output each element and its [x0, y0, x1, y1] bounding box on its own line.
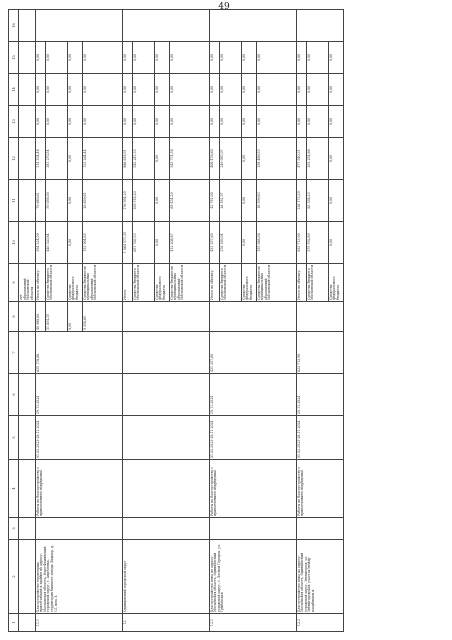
- table-row-12-1-v11-item: 0,00: [241, 180, 256, 221]
- table-row-12-num: 12: [123, 614, 210, 632]
- table-row-12-1-col8: [210, 302, 297, 332]
- table-row-11-1-col8: [36, 302, 123, 332]
- table-row-11-1-v10-item: 153 904,85: [82, 222, 122, 263]
- table-row-12-2-v15-item: 0,00: [328, 42, 343, 73]
- table-row-12-2-v12-item: 477 540,31: [296, 149, 301, 168]
- table-row-12-v10-item: 412 208,87: [169, 222, 209, 263]
- table-row-12-2-v14-item: 0,00: [306, 74, 328, 105]
- table-row-12-2-date2: 29.11.2024: [297, 374, 344, 416]
- table-row-11-1-v13-item: 0,00: [45, 106, 67, 137]
- table-row-12-v14: [123, 74, 210, 106]
- table-row-12-1-fin-source-item: Итого по объекту:: [209, 269, 214, 300]
- table-row-12-1-v10-item: 431 257,60: [209, 233, 214, 252]
- table-row-12: [123, 10, 210, 632]
- table-row-12-1-v15-item: 0,00: [256, 42, 296, 73]
- table-row-12-v11-item: 0,00: [154, 180, 169, 221]
- table-row-11-1-fin-source-item: Средства бюджетов муниципальных образований Московской области: [82, 264, 122, 301]
- table-row-11-1-name: Благоустройство территории, прилегающей к зданию по адресу: Московская область, Наро-Фоминский городской округ, г. Апрелевка, территория бывшего завода Лидмар, д. 13, пом. 4: [36, 540, 123, 614]
- table-row-11-1-v12-item: 133 264,44: [82, 138, 122, 179]
- table-row-12-2-v13-item: 0,00: [296, 117, 301, 126]
- table-row-12-1-v15-item: 0,00: [219, 42, 241, 73]
- table-row-11-1-v12: [36, 138, 123, 180]
- table-row-11-1-cost: 635 178,88: [36, 332, 123, 374]
- table-row-12-2-v14: [297, 74, 344, 106]
- table-row-11-1-v11-item: 20 639,61: [82, 180, 122, 221]
- table-row-11-1-v11-item: 0,00: [67, 180, 82, 221]
- column-header-6: 6: [9, 374, 19, 416]
- table-row-12-2-v10-item: 0,00: [328, 222, 343, 263]
- table-row-12-v15-item: 0,00: [169, 42, 209, 73]
- table-row-11-1-v10: [36, 222, 123, 264]
- table-row-12-work: [123, 460, 210, 518]
- table-row-12-1-v14-item: 0,00: [241, 74, 256, 105]
- table-row-11-1-v15-item: 0,00: [82, 42, 122, 73]
- table-row-12-fin-source-item: Средства бюджетов муниципальных образований Московской области: [169, 264, 209, 301]
- table-row-12-1-name: Благоустройство зоны по адресу: Московская область, Одинцовский городской округ, с. Лесной Городок, ул. Грибовская: [210, 540, 297, 614]
- table-row-12-2-v13: [297, 106, 344, 138]
- table-row-11-1-v14: [36, 74, 123, 106]
- table-row-12-v10-item: 0,00: [154, 222, 169, 263]
- table-row-12-1-fin-source-item: Средства бюджетов муниципальных образований Московской области: [256, 264, 296, 301]
- table-row-12-dates: [123, 416, 210, 460]
- table-row-11-1-v11-item: 79 689,61: [35, 192, 40, 209]
- table-row-12-2-num: 12.2: [297, 614, 344, 632]
- table-row-12-1: [210, 10, 297, 632]
- table-row-12-2-v10-item: 375 592,89: [306, 222, 328, 263]
- table-row-12-2-col8: [297, 302, 344, 332]
- table-row-11-1-v13-item: 0,00: [82, 106, 122, 137]
- table-row-12-1-v11-item: 42 781,00: [209, 192, 214, 209]
- table-row-11-1-col16: [36, 10, 123, 42]
- table-row-12-1-v15: [210, 42, 297, 74]
- table-row-11-1-work: Работы по благоустройству с привлечением подрядчика: [36, 460, 123, 518]
- table-row-12-1-fin-source-item: Средства бюджета Московской области: [219, 264, 241, 301]
- table-row-11-1-v10-item: 0,00: [67, 222, 82, 263]
- table-row-12-v12-item: 343 774,58: [169, 138, 209, 179]
- column-header-3: 3: [9, 518, 19, 540]
- table-row-12-2-col16: [297, 10, 344, 42]
- table-row-11-1-v12-item: 381 270,54: [45, 138, 67, 179]
- table-row-12-1-v13: [210, 106, 297, 138]
- table-row-12-v13-item: 0,00: [132, 106, 154, 137]
- table-row-12-cost: [123, 332, 210, 374]
- table-row-11-1-v10-item: 440 320,84: [45, 222, 67, 263]
- table-row-12-1-dates: 01.02.2023-28.11.2024: [210, 416, 297, 460]
- table-row-12-1-num: 12.1: [210, 614, 297, 632]
- column-header-8: 8: [9, 302, 19, 332]
- budget-table: [8, 9, 344, 632]
- table-row-12-2-v15: [297, 42, 344, 74]
- table-row-11-1-v14-item: 0,00: [67, 74, 82, 105]
- column-header-16: 16: [9, 10, 19, 42]
- column-header-1: 1: [9, 614, 19, 632]
- table-row-12-v10: [123, 222, 210, 264]
- table-row-12-2: [297, 10, 344, 632]
- table-row-12-2-v10: [297, 222, 344, 264]
- page-number: 49: [218, 2, 230, 12]
- table-row-11-1-fin-source-item: Итого по объекту:: [35, 269, 40, 300]
- table-row-11-1-v13-item: 0,00: [35, 117, 40, 126]
- table-row-12-2-fin-source-item: Итого по объекту:: [296, 269, 301, 300]
- table-row-12-v10-item: 1 064 571,35: [122, 231, 127, 254]
- column-number-row: [9, 10, 19, 632]
- table-row-12-2-fin-source-item: Средства федерального бюджета: [328, 264, 343, 301]
- table-row-11-1-v11: [36, 180, 123, 222]
- table-row-12-v11-item: 176 954,29: [122, 191, 127, 210]
- table-row-12-v11-item: 69 434,29: [169, 180, 209, 221]
- column-header-14: 14: [9, 74, 19, 106]
- table-row-12-v11-item: 109 518,20: [132, 180, 154, 221]
- table-row-12-v12-item: 0,00: [154, 138, 169, 179]
- table-row-12-1-cost: 431 257,60: [210, 332, 297, 374]
- column-header-15: 15: [9, 42, 19, 74]
- table-row-12-2-v11-item: 0,00: [328, 180, 343, 221]
- column-header-10: 10: [9, 222, 19, 264]
- table-row-11-1-col3: [36, 518, 123, 540]
- table-row-12-1-work: Работы по благоустройству с привлечением подрядчика: [210, 460, 297, 518]
- table-row-11-1-dates: 01.02.2023-28.11.2024: [36, 416, 123, 460]
- column-header-7: 7: [9, 332, 19, 374]
- col8-value: 9 350,65: [82, 302, 122, 331]
- table-row-11-1-v15-item: 0,00: [67, 42, 82, 73]
- table-row-12-2-cost: 633 713,90: [297, 332, 344, 374]
- table-row-12-2-fin-source-item: Средства бюджета Московской области: [306, 264, 328, 301]
- table-row-12-1-v13-item: 0,00: [209, 117, 214, 126]
- table-row-12-date2: [123, 374, 210, 416]
- table-row-12-2-v12-item: 0,00: [328, 138, 343, 179]
- table-row-12-2-v11: [297, 180, 344, 222]
- table-row-top-cont: [19, 10, 36, 632]
- table-row-11-1-v14-item: 0,00: [35, 85, 40, 94]
- table-row-12-2-work: Работы по благоустройству с привлечением подрядчика: [297, 460, 344, 518]
- table-row-12-2-name: Благоустройство зоны по адресу: Московская область, Одинцовский городской округ, Звенигород, ул. Звенигородская, участок между кладбищем и: [297, 540, 344, 614]
- table-row-12-1-v11: [210, 180, 297, 222]
- table-row-12-2-v13-item: 0,00: [328, 106, 343, 137]
- table-row-11-1-v15-item: 0,00: [45, 42, 67, 73]
- table-row-12-2-v15-item: 0,00: [306, 42, 328, 73]
- table-row-11-1-v15: [36, 42, 123, 74]
- table-row-11-1: [36, 10, 123, 632]
- col8-value: 0,00: [67, 302, 82, 331]
- table-row-12-1-v15-item: 0,00: [241, 42, 256, 73]
- table-row-12-1-v11-item: 16 599,83: [256, 180, 296, 221]
- table-row-12-2-v13-item: 0,00: [306, 106, 328, 137]
- table-row-12-col16: [123, 10, 210, 42]
- table-row-12-1-fin-source: [210, 264, 297, 302]
- column-header-13: 13: [9, 106, 19, 138]
- column-header-9: 9: [9, 264, 19, 302]
- table-row-11-1-v13: [36, 106, 123, 138]
- table-row-12-2-v10-item: 633 713,90: [296, 233, 301, 252]
- table-row-11-1-num: 11.1: [36, 614, 123, 632]
- table-row-12-1-col16: [210, 10, 297, 42]
- table-row-12-2-v14-item: 0,00: [328, 74, 343, 105]
- table-row-12-1-v11-item: 26 181,97: [219, 180, 241, 221]
- table-row-12-fin-source-item: Средства бюджета Московской области: [132, 264, 154, 301]
- table-row-12-1-v13-item: 0,00: [256, 106, 296, 137]
- table-row-12-v12: [123, 138, 210, 180]
- table-row-12-1-v14-item: 0,00: [209, 85, 214, 94]
- table-row-11-1-v12-item: 314 534,48: [35, 149, 40, 168]
- table-row-12-v15: [123, 42, 210, 74]
- table-row-12-1-v12-item: 408 476,60: [209, 149, 214, 168]
- table-row-12-1-v14-item: 0,00: [256, 74, 296, 105]
- table-row-12-1-v12: [210, 138, 297, 180]
- table-row-12-2-v14-item: 0,00: [296, 85, 301, 94]
- table-row-12-1-v12-item: 158 489,53: [256, 138, 296, 179]
- table-row-12-v15-item: 0,00: [122, 53, 127, 62]
- table-row-12-v13-item: 0,00: [122, 117, 127, 126]
- table-row-12-1-v10: [210, 222, 297, 264]
- table-row-11-1-v14-item: 0,00: [82, 74, 122, 105]
- table-row-11-1-v13-item: 0,00: [67, 106, 82, 137]
- table-row-12-1-v10-item: 0,00: [241, 222, 256, 263]
- table-row-12-2-col3: [297, 518, 344, 540]
- table-row-12-1-v14-item: 0,00: [219, 74, 241, 105]
- table-row-12-v13-item: 0,00: [169, 106, 209, 137]
- table-row-11-1-v12-item: 0,00: [67, 138, 82, 179]
- table-row-12-2-v11-item: 136 173,29: [296, 191, 301, 210]
- table-row-12-1-v10-item: 276 169,04: [219, 222, 241, 263]
- table-row-12-v10-item: 651 765,53: [132, 222, 154, 263]
- fin-source-cont: лет образований Московской области: [19, 264, 36, 302]
- column-header-4: 4: [9, 460, 19, 518]
- column-header-11: 11: [9, 180, 19, 222]
- table-row-12-1-v12-item: 0,00: [241, 138, 256, 179]
- table-row-11-1-date2: 29.11.2024: [36, 374, 123, 416]
- table-row-11-1-fin-source: [36, 264, 123, 302]
- table-row-12-v14-item: 0,00: [154, 74, 169, 105]
- table-row-12-col8: [123, 302, 210, 332]
- table-row-12-v15-item: 0,00: [154, 42, 169, 73]
- table-row-12-fin-source-item: Средства федерального бюджета: [154, 264, 169, 301]
- table-row-11-1-v15-item: 0,00: [35, 53, 40, 62]
- table-row-12-v12-item: 542 241,33: [132, 138, 154, 179]
- table-row-12-v13-item: 0,00: [154, 106, 169, 137]
- table-row-12-1-v12-item: 249 987,07: [219, 138, 241, 179]
- table-row-12-col3: [123, 518, 210, 540]
- table-row-12-1-date2: 29.11.2024: [210, 374, 297, 416]
- table-row-12-v14-item: 0,00: [122, 85, 127, 94]
- table-row-12-v11: [123, 180, 210, 222]
- table-row-12-name: Одинцовский городской округ: [123, 540, 210, 614]
- table-row-12-2-fin-source: [297, 264, 344, 302]
- table-row-12-2-v12-item: 292 254,66: [306, 138, 328, 179]
- table-row-12-v14-item: 0,00: [169, 74, 209, 105]
- table-row-11-1-v10-item: 394 224,09: [35, 233, 40, 252]
- table-row-12-v12-item: 886 616,91: [122, 149, 127, 168]
- table-row-12-1-fin-source-item: Средства федерального бюджета: [241, 264, 256, 301]
- column-header-12: 12: [9, 138, 19, 180]
- table-row-12-1-v15-item: 0,00: [209, 53, 214, 62]
- table-row-11-1-fin-source-item: Средства федерального бюджета: [67, 264, 82, 301]
- table-row-12-1-v13-item: 0,00: [241, 106, 256, 137]
- col8-value: 40 988,00: [35, 313, 40, 330]
- table-row-12-v15-item: 0,00: [132, 42, 154, 73]
- table-row-12-v14-item: 0,00: [132, 74, 154, 105]
- table-row-12-2-dates: 01.02.2023-28.11.2024: [297, 416, 344, 460]
- table-row-11-1-v11-item: 59 058,00: [45, 180, 67, 221]
- column-header-5: 5: [9, 416, 19, 460]
- table-row-11-1-fin-source-item: Средства бюджета Московской области: [45, 264, 67, 301]
- table-row-12-1-v10-item: 155 088,56: [256, 222, 296, 263]
- table-row-12-2-v11-item: 83 338,23: [306, 180, 328, 221]
- table-row-12-1-v13-item: 0,00: [219, 106, 241, 137]
- table-row-12-2-v15-item: 0,00: [296, 53, 301, 62]
- table-row-12-1-col3: [210, 518, 297, 540]
- table-row-12-1-v14: [210, 74, 297, 106]
- rotated-table-wrapper: [8, 10, 441, 632]
- col8-value: 31 654,35: [45, 302, 67, 331]
- column-header-2: 2: [9, 540, 19, 614]
- table-row-11-1-v14-item: 0,00: [45, 74, 67, 105]
- table-row-12-v13: [123, 106, 210, 138]
- table-row-12-2-v12: [297, 138, 344, 180]
- table-row-12-fin-source: [123, 264, 210, 302]
- table-row-12-fin-source-item: Итого:: [122, 288, 127, 300]
